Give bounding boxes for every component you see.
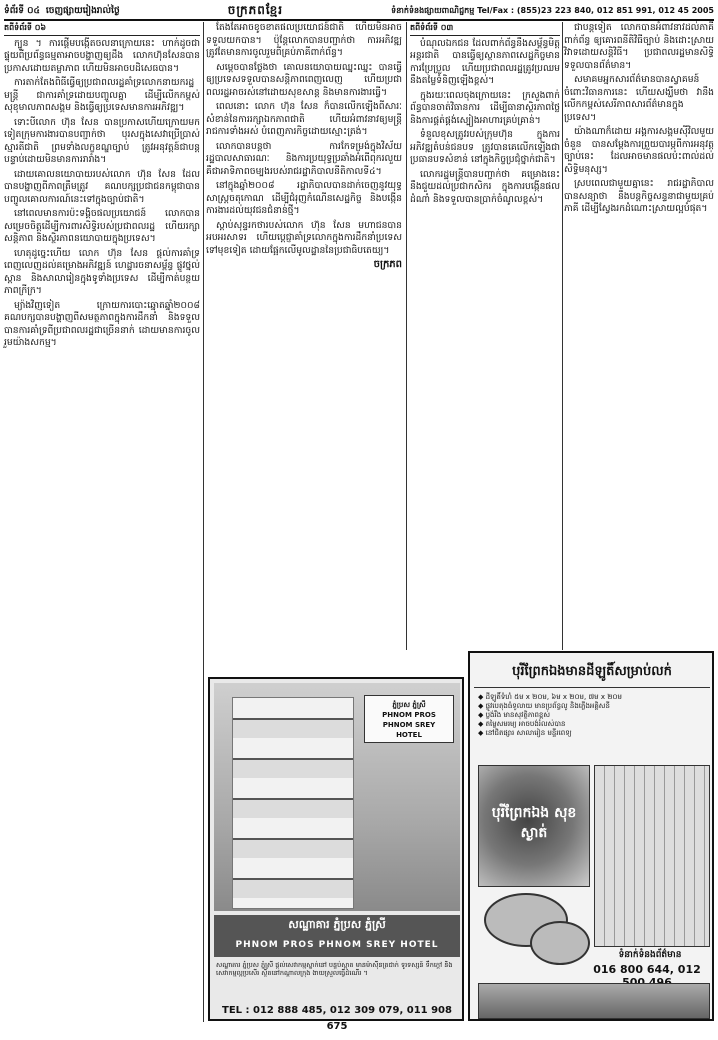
- sign-khmer-text: ភ្នំប្រស ភ្នំស្រី: [392, 701, 426, 709]
- hotel-banner: [214, 915, 460, 957]
- column-divider: [203, 22, 204, 1022]
- publication-frequency: ចេញផ្សាយរៀងរាល់ថ្ងៃ: [45, 5, 120, 16]
- paragraph: សមាគមអ្នកសារព័ត៌មានបានស្វាគមន៍ចំពោះវិធានការនេះ ហើយសង្ឃឹមថា វានឹងលើកកម្ពស់សេរីភាពសារព័ត៌មានក្នុងប្រទេស។: [564, 74, 714, 123]
- paragraph: ទោះបីលោក ហ៊ុន សែន បានប្រកាសហើយក្រោយមកទៀតក្រុមការងារបានបញ្ជាក់ថា បុរសក្នុងសេវាប្រើប្រាស់ស្មារតីជាតិ ព្រមទាំងលក្ខខណ្ឌច្បាប់ ត្រូវអនុវត្តន៍ជាបន្តបន្ទាប់ដោយមិនមានការរារាំង។: [4, 116, 200, 165]
- article-column-1: [4, 22, 200, 1040]
- paragraph: ស្របពេលជាមួយគ្នានេះ រាជរដ្ឋាភិបាលបានសន្យាថា នឹងបន្តកិច្ចសន្ទនាជាមួយគ្រប់ភាគី ដើម្បីស្វែងរកដំណោះស្រាយល្អបំផុត។: [564, 178, 714, 214]
- land-ad-title: បុរីព្រែកឯងមានដីឡូតិ៍សម្រាប់លក់: [474, 657, 710, 688]
- sign-line: PHNOM PROS: [382, 711, 436, 719]
- list-item: ◆ ដីឡូតិ៍ទំហំ ៥ម x ២០ម, ៦ម x ២០ម, ៧ម x ២០ម: [478, 693, 622, 701]
- column-divider: [406, 22, 407, 650]
- article-column-3: [410, 22, 560, 674]
- paragraph: ទំនួលខុសត្រូវរបស់ក្រុមហ៊ុន ក្នុងការអភិវឌ្ឍតំបន់ជនបទ ត្រូវបានគេលើកឡើងជាប្រធានបទសំខាន់ នៅក្នុងកិច្ចប្រជុំថ្នាក់ជាតិ។: [410, 129, 560, 165]
- building-illustration: [232, 697, 354, 909]
- sign-line: PHNOM SREY: [382, 721, 436, 729]
- paragraph: ស្ដាប់សុន្ទរកថារបស់លោក ហ៊ុន សែន មហាជនបានអបអរសាទរ ហើយប្ដេជ្ញាគាំទ្រលោកក្នុងការដឹកនាំប្រទេសទៅមុខទៀត ដោយផ្អែកលើមូលដ្ឋាននៃប្រជាធិបតេយ្យ។: [206, 219, 402, 256]
- balcony: [233, 718, 353, 738]
- header-left: [4, 5, 120, 18]
- list-item: ◆ តម្លៃសមរម្យ អាចបង់រំលស់បាន: [478, 720, 566, 728]
- hotel-description: សណ្ឋាគារ ភ្នំប្រស ភ្នំស្រី ផ្ដល់សេវាកម្មស្នាក់នៅ បន្ទប់ស្អាត មានម៉ាស៊ីនត្រជាក់ ទូរទស្សន៍ ទឹកក្ដៅ និងសេវាកម្មល្អប្រសើរ ស្ថិតនៅកណ្ដាលក្រុង ងាយស្រួលធ្វើដំណើរ ។: [216, 961, 453, 977]
- site-plan-map: [594, 765, 710, 947]
- paragraph: នៅពេលមានការប៉ះទង្គិចផលប្រយោជន៍ លោកបានសម្រេចចិត្តដើម្បីការពារសិទ្ធិរបស់ប្រជាពលរដ្ឋ ហើយរក្សាសន្តិភាព និងស្ថិរភាពនយោបាយក្នុងប្រទេស។: [4, 208, 200, 244]
- list-item: ◆ នៅជិតផ្សារ សាលារៀន មន្ទីរពេទ្យ: [478, 729, 572, 737]
- land-contact-label: ទំនាក់ទំនងព័ត៌មាន: [618, 950, 682, 960]
- hotel-building-photo: [214, 683, 460, 911]
- paragraph: តែងតែអាចខូចខាតផលប្រយោជន៍ជាតិ ហើយមិនអាចទទួលយកបាន។ ប៉ុន្តែលោកបានបញ្ជាក់ថា ការអភិវឌ្ឍត្រូវតែមានការចូលរួមពីគ្រប់ភាគីពាក់ព័ន្ធ។: [206, 22, 402, 58]
- paragraph: ការតាក់តែងពិធីធ្វើឲ្យប្រជាពលរដ្ឋគាំទ្រលោកនាយករដ្ឋមន្ត្រី ជាការគាំទ្រដោយបញ្ចូលគ្នា ដើម្បីលើកកម្ពស់សុខុមាលភាពសង្គម និងធ្វើឲ្យប្រទេសមានការអភិវឌ្ឍ។: [4, 77, 200, 113]
- paragraph: យ៉ាងណាក៏ដោយ អង្គការសង្គមស៊ីវិលមួយចំនួន បានសម្ដែងការព្រួយបារម្ភពីការអនុវត្តច្បាប់នេះ ដែលអាចមានផលប៉ះពាល់ដល់សិទ្ធិមនុស្ស។: [564, 126, 714, 175]
- continuation-tag: តពីទំព័រទី ០៣: [410, 22, 560, 36]
- column-divider: [562, 22, 563, 650]
- list-item: ◆ ប្លង់រឹង មានសុវត្ថិភាពខ្ពស់: [478, 711, 551, 719]
- balcony: [233, 878, 353, 898]
- paragraph: លោករដ្ឋមន្ត្រីបានបញ្ជាក់ថា គម្រោងនេះនឹងជួយដល់ប្រជាកសិករ ក្នុងការបង្កើនផលដំណាំ និងទទួលបានប្រាក់ចំណូលខ្ពស់។: [410, 168, 560, 205]
- continuation-tag: តពីទំព័រទី ០៦: [4, 22, 200, 36]
- balcony: [233, 758, 353, 778]
- paragraph: នៅក្នុងឆ្នាំ២០០៨ រដ្ឋាភិបាលបានដាក់ចេញនូវយុទ្ធសាស្ត្រចតុកោណ ដើម្បីជំរុញកំណើនសេដ្ឋកិច្ច និងបង្កើនការងារដល់យុវជនជំនាន់ថ្មី។: [206, 180, 402, 216]
- paragraph: ក្នុងរយៈពេលចុងក្រោយនេះ ក្រសួងពាក់ព័ន្ធបានចាត់វិធានការ ដើម្បីធានាស្ថិរភាពថ្លៃ និងការផ្គត់ផ្គង់ស្បៀងអាហារគ្រប់គ្រាន់។: [410, 89, 560, 126]
- article-column-4: [564, 22, 714, 674]
- land-sale-advertisement: [468, 651, 714, 1021]
- hotel-phone: TEL : 012 888 485, 012 309 079, 011 908 675: [222, 1005, 452, 1032]
- list-item: ◆ ផ្លូវបេតុងធំទូលាយ មានប្រព័ន្ធលូ និងភ្លើងអគ្គិសនី: [478, 702, 610, 710]
- land-feature-list: [478, 693, 708, 763]
- paragraph: លោកបានបន្តថា ការកែទម្រង់ក្នុងវិស័យរដ្ឋបាលសាធារណៈ និងការប្រយុទ្ធប្រឆាំងអំពើពុករលួយ គឺជាអាទិភាពចម្បងរបស់រាជរដ្ឋាភិបាលនីតិកាលទី៤។: [206, 140, 402, 177]
- paragraph: បំណុលឯកជន ដែលពាក់ព័ន្ធនឹងសម្ព័ន្ធមិត្តអន្តរជាតិ បានធ្វើឲ្យស្ថានភាពសេដ្ឋកិច្ចមានការប្រែប្រួល ហើយប្រជាពលរដ្ឋត្រូវប្រឈមនឹងតម្លៃទំនិញឡើងខ្ពស់។: [410, 37, 560, 86]
- paragraph: ម្យ៉ាងវិញទៀត ក្រោយការបោះឆ្នោតឆ្នាំ២០០៨ គណបក្សបានបង្ហាញពីសមត្ថភាពក្នុងការដឹកនាំ និងទទួលបានការគាំទ្រពីប្រជាពលរដ្ឋជាច្រើននាក់ ដោយមានការចូលរួមយ៉ាងសកម្ម។: [4, 299, 200, 348]
- article-byline: ចក្រភព: [373, 259, 402, 270]
- hotel-sign: [364, 695, 454, 743]
- land-phone: 016 800 644, 012: [593, 963, 701, 976]
- sign-line: HOTEL: [396, 731, 422, 739]
- page-header: [4, 3, 714, 21]
- land-photo-caption: បុរីព្រែកឯង សុខស្ងាត់: [491, 805, 577, 841]
- paragraph: ហេតុដូច្នេះហើយ លោក ហ៊ុន សែន ផ្ដល់ការគាំទ្រពេញលេញដល់គម្រោងអភិវឌ្ឍន៍ ហេដ្ឋារចនាសម្ព័ន្ធ ផ្លូវថ្នល់ ស្ពាន និងសាលារៀនក្នុងទូទាំងប្រទេស ដើម្បីកាត់បន្ថយភាពក្រីក្រ។: [4, 247, 200, 296]
- contact-info: ទំនាក់ទំនងផ្សាយពាណិជ្ជកម្ម Tel/Fax : (855)23 223 840, 012 851 991, 012 45 2005: [391, 6, 714, 15]
- paragraph: ដោយគោលនយោបាយរបស់លោក ហ៊ុន សែន ដែលបានបង្ហាញពីភាពត្រឹមត្រូវ គណបក្សប្រជាជនកម្ពុជាបានបញ្ចូលគោលការណ៍នេះទៅក្នុងច្បាប់ជាតិ។: [4, 168, 200, 205]
- paragraph: ពេលនោះ លោក ហ៊ុន សែន ក៏បានលើកឡើងពីសារៈសំខាន់នៃការរក្សាឯកភាពជាតិ ហើយអំពាវនាវឲ្យមន្ត្រីរាជការទាំងអស់ បំពេញភារកិច្ចដោយស្មោះត្រង់។: [206, 101, 402, 137]
- masthead: ចក្រភពខ្មែរ: [227, 3, 284, 17]
- balcony: [233, 838, 353, 858]
- paragraph: ជាបន្ដទៀត លោកបានអំពាវនាវដល់ភាគីពាក់ព័ន្ធ ឲ្យគោរពនីតិវិធីច្បាប់ និងដោះស្រាយវិវាទដោយសន្តិវិធី។ ប្រជាពលរដ្ឋមានសិទ្ធិទទួលបានព័ត៌មាន។: [564, 22, 714, 71]
- page-number: ទំព័រទី ០៤: [4, 5, 40, 16]
- gate-photo: [478, 983, 710, 1019]
- article-column-2: [206, 22, 402, 674]
- balcony: [233, 798, 353, 818]
- hotel-name-english: PHNOM PROS PHNOM SREY HOTEL: [235, 940, 439, 950]
- paragraph: ក្បួន ។ ការផ្ដើមបង្កើតចលនាក្រោយនេះ ហាក់ដូចជាផ្ទុយពីប្រព័ន្ធធម្មតាអាចបង្ហាញឲ្យដឹង លោកហ៊ុនសែនបានប្រកាសដោយតម្លាភាព ហើយមិនអាចបដិសេធបាន។: [4, 37, 200, 74]
- hotel-advertisement: [208, 677, 464, 1032]
- paragraph: សម្ដេចបានថ្លែងថា គោលនយោបាយឈ្នះឈ្នះ បានធ្វើឲ្យប្រទេសទទួលបានសន្តិភាពពេញលេញ ហើយប្រជាពលរដ្ឋអាចរស់នៅដោយសុខសាន្ត និងមានការងារធ្វើ។: [206, 61, 402, 98]
- tree-photo: [530, 921, 590, 965]
- hotel-name-khmer: សណ្ឋាគារ ភ្នំប្រស ភ្នំស្រី: [288, 918, 386, 931]
